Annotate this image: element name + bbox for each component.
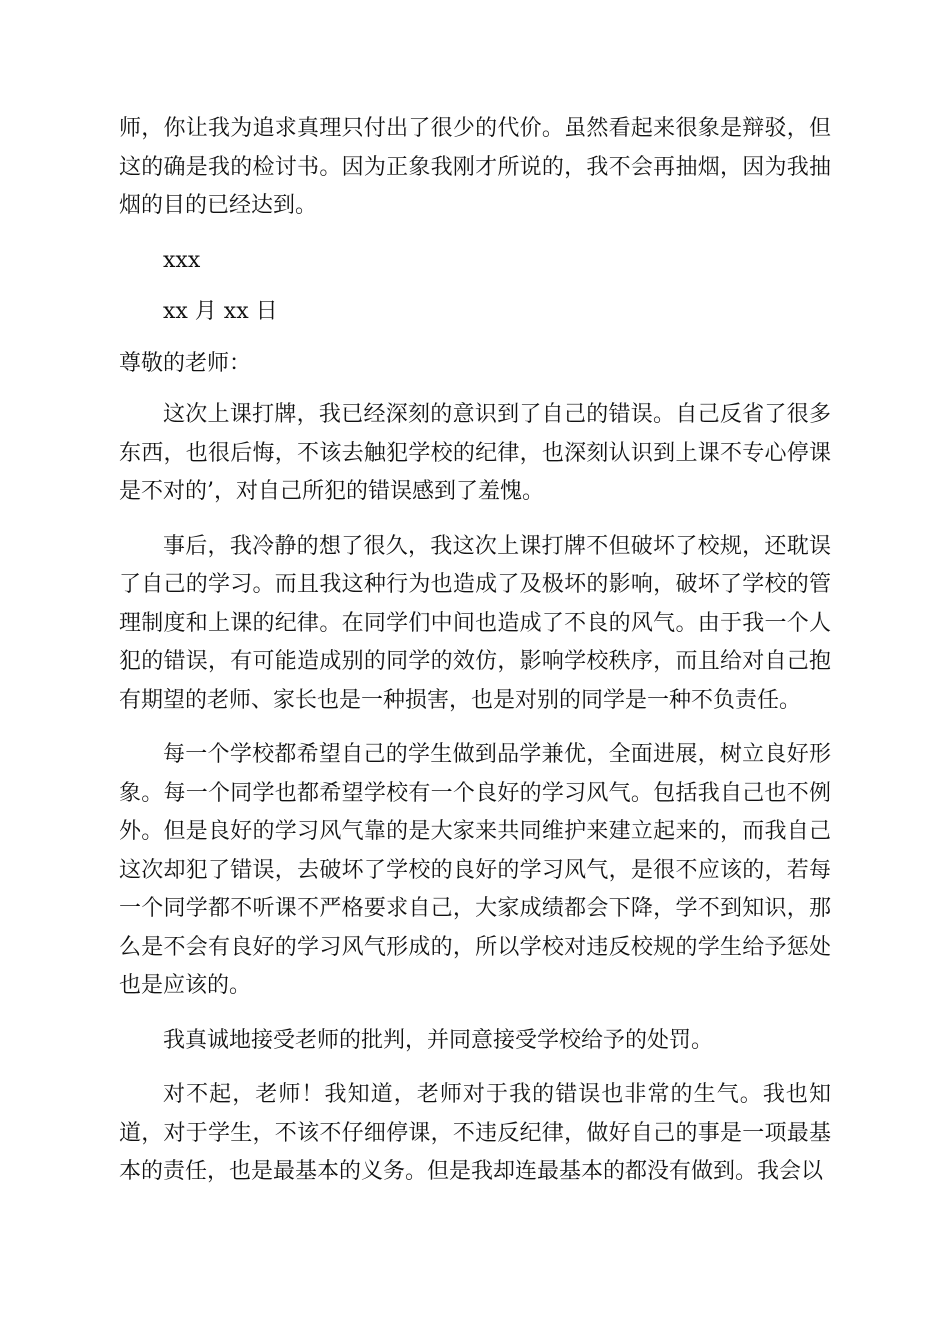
paragraph: 每一个学校都希望自己的学生做到品学兼优，全面进展，树立良好形象。每一个同学也都希望学校有一个良好的学习风气。包括我自己也不例外。但是良好的学习风气靠的是大家来共同维护来建立起来的，而我自己这次却犯了错误，去破坏了学校的良好的学习风气，是很不应该的，若每一个同学都不听课不严格要求自己，大家成绩都会下降，学不到知识，那么是不会有良好的学习风气形成的，所以学校对违反校规的学生给予惩处也是应该的。	[119, 742, 831, 998]
salutation: 尊敬的老师：	[119, 350, 252, 376]
document-body	[119, 110, 831, 1208]
signature-date: xx 月 xx 日	[163, 299, 278, 324]
paragraph: 我真诚地接受老师的批判，并同意接受学校给予的处罚。	[163, 1027, 714, 1053]
continuation-paragraph: 师，你让我为追求真理只付出了很少的代价。虽然看起来很象是辩驳，但这的确是我的检讨书。因为正象我刚才所说的，我不会再抽烟，因为我抽烟的目的已经达到。	[119, 116, 831, 218]
signature-name: xxx	[163, 247, 201, 273]
paragraph: 这次上课打牌，我已经深刻的意识到了自己的错误。自己反省了很多东西，也很后悔，不该去触犯学校的纪律，也深刻认识到上课不专心停课是不对的’，对自己所犯的错误感到了羞愧。	[119, 402, 831, 504]
paragraph: 事后，我冷静的想了很久，我这次上课打牌不但破坏了校规，还耽误了自己的学习。而且我这种行为也造成了及极坏的影响，破坏了学校的管理制度和上课的纪律。在同学们中间也造成了不良的风气。由于我一个人犯的错误，有可能造成别的同学的效仿，影响学校秩序，而且给对自己抱有期望的老师、家长也是一种损害，也是对别的同学是一种不负责任。	[119, 533, 831, 713]
paragraph: 对不起，老师！我知道，老师对于我的错误也非常的生气。我也知道，对于学生，不该不仔细停课，不违反纪律，做好自己的事是一项最基本的责任，也是最基本的义务。但是我却连最基本的都没有做到。我会以	[119, 1082, 831, 1184]
